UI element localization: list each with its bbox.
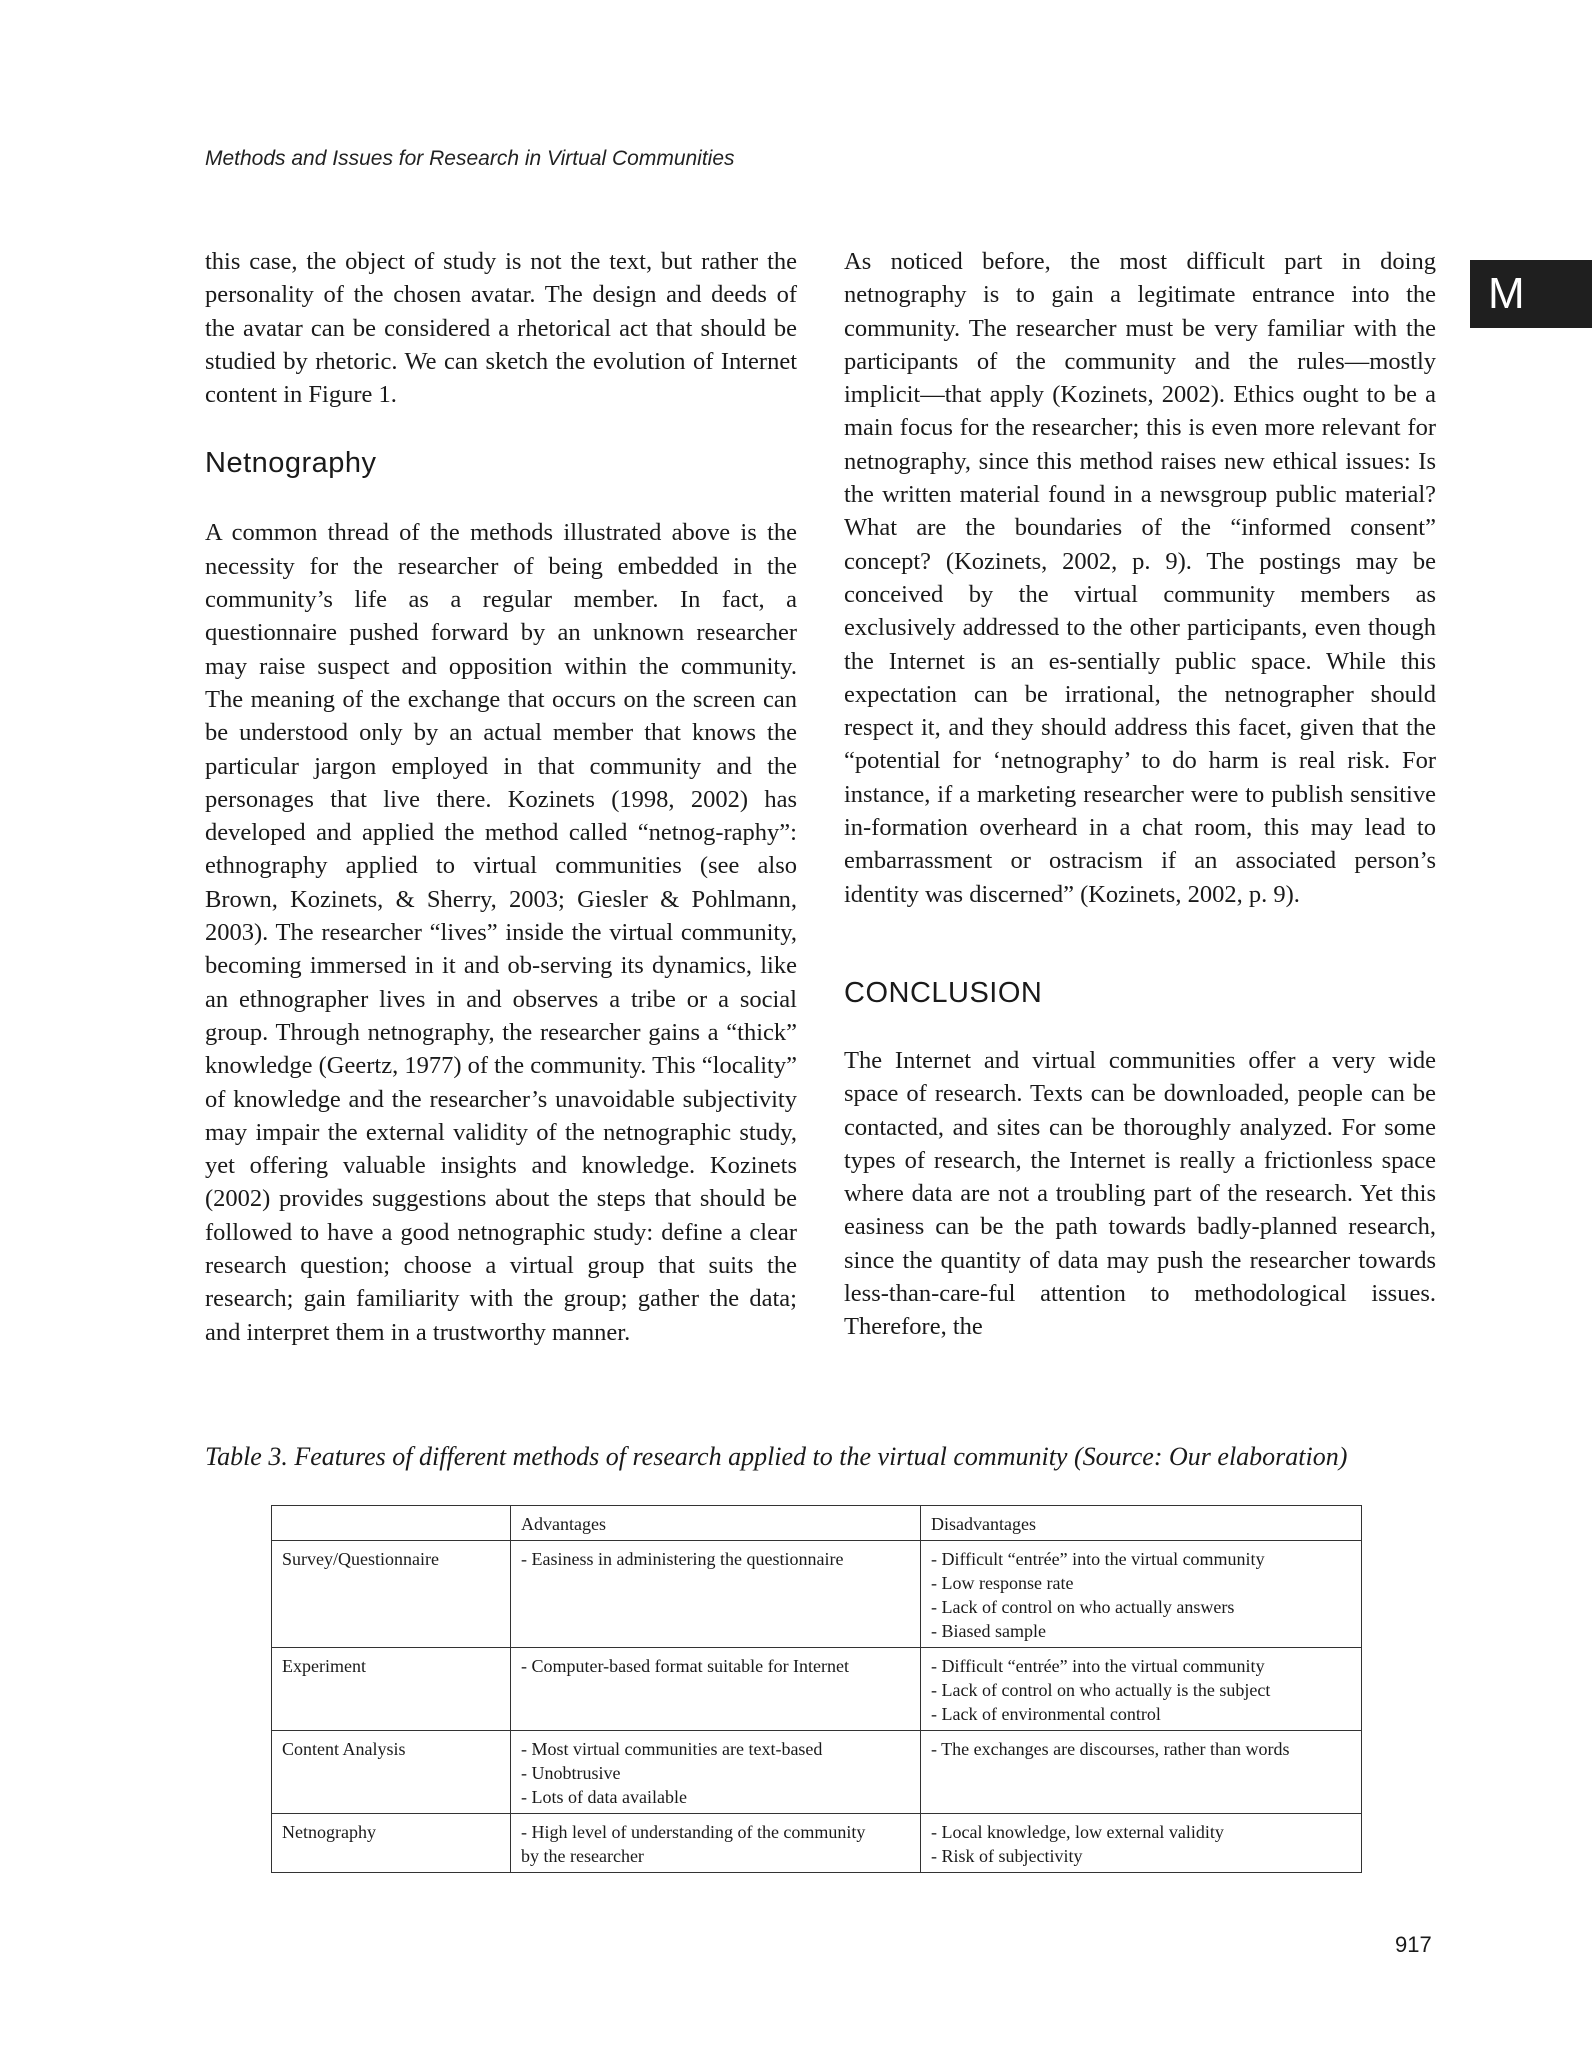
advantages-item: - High level of understanding of the community xyxy=(521,1822,866,1842)
disadvantages-item: - Lack of control on who actually is the subject xyxy=(931,1680,1271,1700)
advantages-item: - Lots of data available xyxy=(521,1787,687,1807)
disadvantages-item: - Low response rate xyxy=(931,1573,1074,1593)
paragraph-intro: this case, the object of study is not the text, but rather the personality of the chosen avatar. The design and deeds of the avatar can be considered a rhetorical act that should be studied by rhetoric. We can sketch the evolution of Internet content in Figure 1. xyxy=(205,248,797,409)
features-table xyxy=(271,1505,1362,1873)
table-row xyxy=(272,1814,1362,1873)
header-cell-method xyxy=(272,1506,511,1541)
disadvantages-cell xyxy=(921,1731,1362,1814)
advantages-cell xyxy=(511,1814,921,1873)
advantages-item: - Unobtrusive xyxy=(521,1763,621,1783)
heading-netnography: Netnography xyxy=(205,447,377,480)
header-cell-disadvantages: Disadvantages xyxy=(921,1506,1362,1541)
advantages-cell xyxy=(511,1731,921,1814)
disadvantages-item: - Biased sample xyxy=(931,1621,1046,1641)
heading-conclusion: CONCLUSION xyxy=(844,976,1043,1009)
disadvantages-item: - Lack of environmental control xyxy=(931,1704,1161,1724)
left-column xyxy=(205,245,797,1349)
disadvantages-item: - The exchanges are discourses, rather than words xyxy=(931,1739,1290,1759)
table-header-row xyxy=(272,1506,1362,1541)
advantages-item: - Most virtual communities are text-based xyxy=(521,1739,823,1759)
method-cell: Experiment xyxy=(272,1648,511,1731)
disadvantages-item: - Local knowledge, low external validity xyxy=(931,1822,1224,1842)
paragraph-conclusion: The Internet and virtual communities offer a very wide space of research. Texts can be downloaded, people can be contacted, and sites can be thoroughly analyzed. For some types of research, the Internet is really a frictionless space where data are not a troubling part of the research. Yet this easiness can be the path towards badly-planned research, since the quantity of data may push the researcher towards less-than-care-ful attention to methodological issues. Therefore, the xyxy=(844,1046,1436,1341)
method-cell: Netnography xyxy=(272,1814,511,1873)
advantages-item: - Computer-based format suitable for Internet xyxy=(521,1656,850,1676)
table-row xyxy=(272,1731,1362,1814)
table-row xyxy=(272,1541,1362,1648)
paragraph-netnography: A common thread of the methods illustrated above is the necessity for the researcher of being embedded in the community’s life as a regular member. In fact, a questionnaire pushed forward by an unknown researcher may raise suspect and opposition within the community. The meaning of the exchange that occurs on the screen can be understood only by an actual member that knows the particular jargon employed in that community and the personages that live there. Kozinets (1998, 2002) has developed and applied the method called “netnog-raphy”: ethnography applied to virtual communities (see also Brown, Kozinets, & Sherry, 2003; Giesler & Pohlmann, 2003). The researcher “lives” inside the virtual community, becoming immersed in it and ob-serving its dynamics, like an ethnographer lives in and observes a tribe or a social group. Through netnography, the researcher gains a “thick” knowledge (Geertz, 1977) of the community. This “locality” of knowledge and the researcher’s unavoidable subjectivity may impair the external validity of the netnographic study, yet offering valuable insights and knowledge. Kozinets (2002) provides suggestions about the steps that should be followed to have a good netnographic study: define a clear research question; choose a virtual group that suits the research; gain familiarity with the group; gather the data; and interpret them in a trustworthy manner. xyxy=(205,519,797,1346)
advantages-item: by the researcher xyxy=(521,1846,644,1866)
disadvantages-cell xyxy=(921,1814,1362,1873)
advantages-cell xyxy=(511,1541,921,1648)
running-head: Methods and Issues for Research in Virtual Communities xyxy=(205,147,735,170)
right-column xyxy=(844,245,1436,1344)
method-cell: Content Analysis xyxy=(272,1731,511,1814)
disadvantages-item: - Difficult “entrée” into the virtual community xyxy=(931,1549,1265,1569)
disadvantages-item: - Risk of subjectivity xyxy=(931,1846,1083,1866)
paragraph-ethics: As noticed before, the most difficult part in doing netnography is to gain a legitimate entrance into the community. The researcher must be very familiar with the participants of the community and the rules—mostly implicit—that apply (Kozinets, 2002). Ethics ought to be a main focus for the researcher; this is even more relevant for netnography, since this method raises new ethical issues: Is the written material found in a newsgroup public material? What are the boundaries of the “informed consent” concept? (Kozinets, 2002, p. 9). The postings may be conceived by the virtual community members as exclusively addressed to the other participants, even though the Internet is an es-sentially public space. While this expectation can be irrational, the netnographer should respect it, and they should address this facet, given that the “potential for ‘netnography’ to do harm is real risk. For instance, if a marketing researcher were to publish sensitive in-formation overheard in a chat room, this may lead to embarrassment or ostracism if an associated person’s identity was discerned” (Kozinets, 2002, p. 9). xyxy=(844,248,1436,908)
page-number: 917 xyxy=(1395,1932,1432,1957)
method-cell: Survey/Questionnaire xyxy=(272,1541,511,1648)
advantages-item: - Easiness in administering the questionnaire xyxy=(521,1549,844,1569)
table-caption: Table 3. Features of different methods of research applied to the virtual community (Source: Our elaboration) xyxy=(205,1442,1348,1471)
table-row xyxy=(272,1648,1362,1731)
table-body xyxy=(272,1541,1362,1873)
disadvantages-cell xyxy=(921,1541,1362,1648)
disadvantages-item: - Lack of control on who actually answers xyxy=(931,1597,1235,1617)
disadvantages-cell xyxy=(921,1648,1362,1731)
header-cell-advantages: Advantages xyxy=(511,1506,921,1541)
advantages-cell xyxy=(511,1648,921,1731)
disadvantages-item: - Difficult “entrée” into the virtual community xyxy=(931,1656,1265,1676)
section-tab: M xyxy=(1470,260,1592,328)
